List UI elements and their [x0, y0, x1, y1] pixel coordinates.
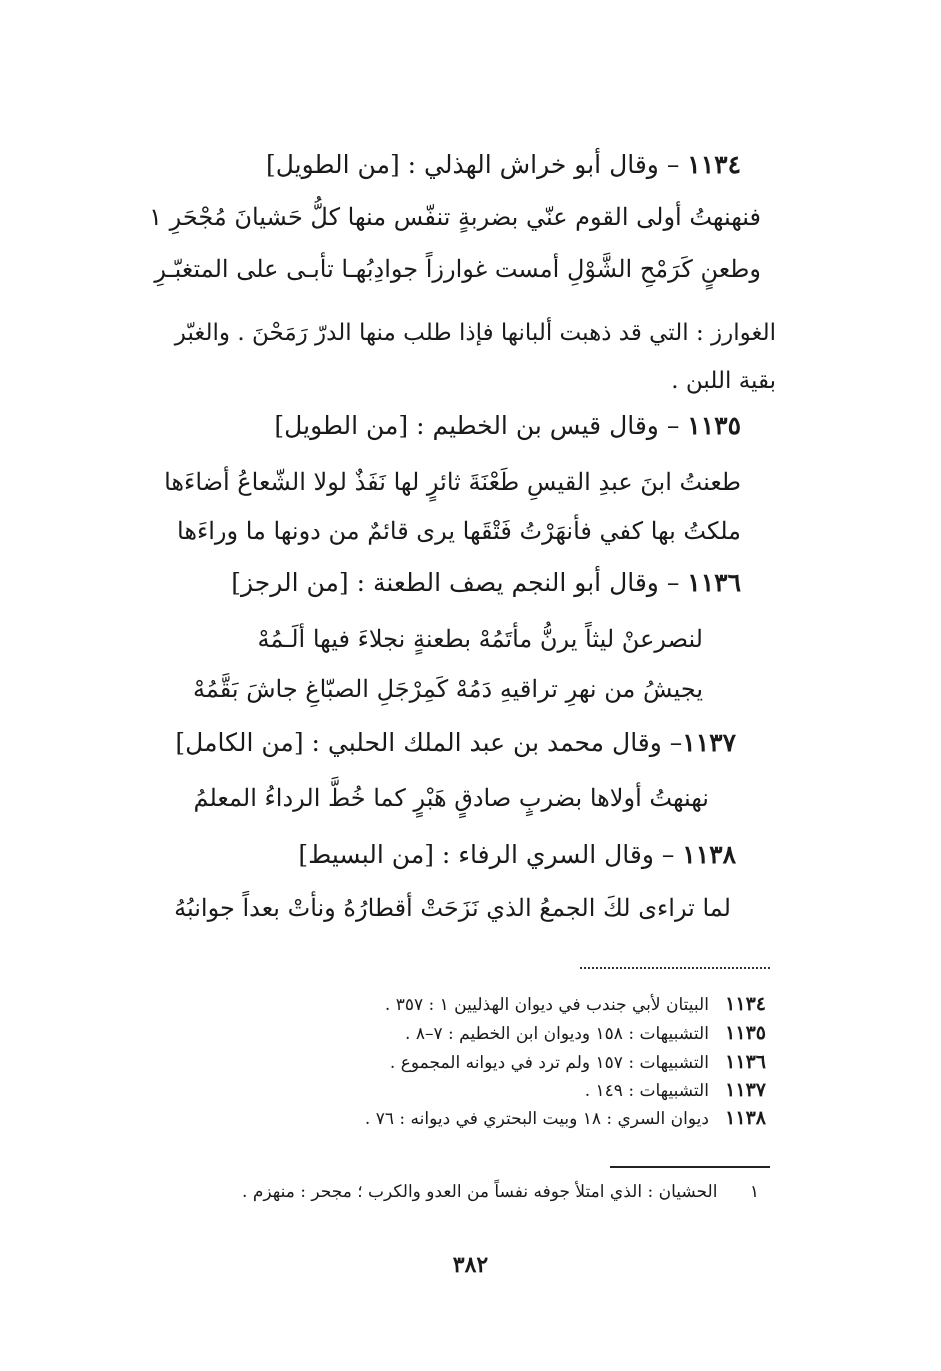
verse-line: ملكتُ بها كفي فأنهَرْتُ فَتْقَها يرى قائمٌ من دونها ما وراءَها [177, 517, 741, 545]
verse-line: لما تراءى لكَ الجمعُ الذي نَزَحَتْ أقطارُهُ ونأتْ بعداً جوانبُهُ [174, 894, 731, 922]
section-intro: – وقال أبو النجم يصف الطعنة : [من الرجز] [231, 568, 688, 597]
footnote [242, 1184, 759, 1201]
section-heading-1137 [175, 730, 736, 755]
source-text: التشبيهات : ١٤٩ . [584, 1081, 709, 1101]
section-heading-1136 [231, 570, 741, 595]
source-text: التشبيهات : ١٥٧ ولم ترد في ديوانه المجموع . [389, 1053, 709, 1073]
source-note-1134 [385, 995, 766, 1014]
gloss-line: الغوارز : التي قد ذهبت ألبانها فإذا طلب منها الدرّ رَمَحْنَ . والغبّر [174, 320, 776, 346]
source-note-1135 [405, 1024, 766, 1043]
section-heading-1138 [298, 842, 736, 867]
section-heading-1135 [274, 413, 741, 438]
sources-separator [580, 967, 770, 969]
page-number: ٣٨٢ [452, 1252, 489, 1278]
section-intro: – وقال السري الرفاء : [من البسيط] [298, 840, 683, 869]
gloss-line: بقية اللبن . [671, 368, 776, 394]
source-text: ديوان السري : ١٨ وبيت البحتري في ديوانه : ٧٦ . [364, 1109, 709, 1129]
source-text: التشبيهات : ١٥٨ وديوان ابن الخطيم : ٧–٨ . [405, 1024, 709, 1044]
source-note-1136 [390, 1053, 766, 1072]
verse-line: طعنتُ ابنَ عبدِ القيسِ طَعْنَةَ ثائرٍ لها نَفَذٌ لولا الشّعاعُ أضاءَها [164, 468, 741, 496]
verse-line: لنصرعنْ ليثاً يرنُّ مأتَمُهْ بطعنةٍ نجلاءَ فيها ألَـمُهْ [257, 625, 703, 653]
section-number: ١١٣٧ [682, 728, 736, 757]
source-note-1137 [585, 1081, 766, 1100]
verse-line: فنهنهتُ أولى القوم عنّي بضربةٍ تنفّس منها كلُّ حَشيانَ مُجْحَرِ ١ [149, 203, 761, 231]
verse-line: وطعنٍ كَرَمْحِ الشَّوْلِ أمست غوارزاً جوادِبُهـا تأبـى على المتغبّـرِ [154, 255, 761, 283]
source-number: ١١٣٤ [725, 993, 766, 1015]
source-number: ١١٣٧ [725, 1079, 766, 1101]
section-intro: – وقال أبو خراش الهذلي : [من الطويل] [265, 150, 688, 179]
footnote-separator [610, 1166, 770, 1168]
section-number: ١١٣٥ [687, 411, 741, 440]
source-number: ١١٣٥ [725, 1022, 766, 1044]
footnote-text: الحشيان : الذي امتلأ جوفه نفساً من العدو والكرب ؛ مجحر : منهزم . [242, 1182, 718, 1202]
source-number: ١١٣٨ [725, 1107, 766, 1129]
source-text: البيتان لأبي جندب في ديوان الهذليين ١ : ٣٥٧ . [384, 995, 709, 1015]
section-intro: – وقال محمد بن عبد الملك الحلبي : [من الكامل] [175, 728, 683, 757]
section-number: ١١٣٤ [687, 150, 741, 179]
section-heading-1134 [266, 152, 741, 177]
footnote-marker: ١ [749, 1182, 759, 1202]
section-intro: – وقال قيس بن الخطيم : [من الطويل] [274, 411, 688, 440]
section-number: ١١٣٨ [682, 840, 736, 869]
source-number: ١١٣٦ [725, 1051, 766, 1073]
verse-line: يجيشُ من نهرِ تراقيهِ دَمُهْ كَمِرْجَلِ الصبّاغِ جاشَ بَقَّمُهْ [193, 675, 703, 703]
section-number: ١١٣٦ [687, 568, 741, 597]
source-note-1138 [365, 1109, 766, 1128]
verse-line: نهنهتُ أولاها بضربٍ صادقٍ هَبْرٍ كما خُطَّ الرداءُ المعلمُ [193, 784, 709, 812]
